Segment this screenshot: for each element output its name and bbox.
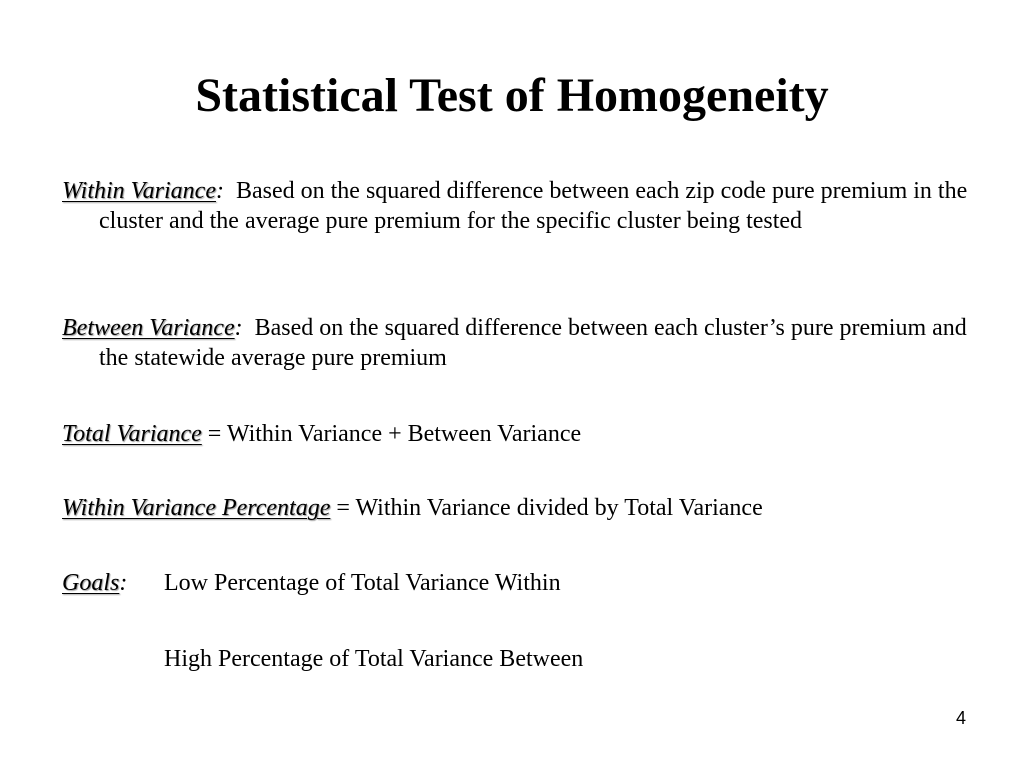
definition-within-variance bbox=[62, 176, 999, 236]
separator: = bbox=[330, 495, 356, 521]
definition-within-variance-percentage bbox=[62, 493, 999, 523]
separator: : bbox=[215, 178, 236, 204]
definition-text: Based on the squared difference between each zip code pure premium in the cluster and the average pure premium for the specific cluster being tested bbox=[99, 178, 968, 234]
goals-heading bbox=[62, 568, 127, 598]
definition-between-variance bbox=[62, 313, 999, 373]
definition-text: Based on the squared difference between each cluster’s pure premium and the statewide average pure premium bbox=[99, 315, 967, 371]
separator: : bbox=[234, 315, 255, 341]
definition-text: Within Variance + Between Variance bbox=[226, 421, 582, 447]
term-within-variance: Within Variance bbox=[62, 178, 216, 204]
definition-text: Within Variance divided by Total Variance bbox=[355, 495, 763, 521]
goal-item-high: High Percentage of Total Variance Between bbox=[164, 646, 584, 672]
separator: : bbox=[119, 570, 128, 596]
goal-item-low: Low Percentage of Total Variance Within bbox=[164, 570, 561, 596]
separator: = bbox=[201, 421, 227, 447]
term-between-variance: Between Variance bbox=[62, 315, 235, 341]
page-number: 4 bbox=[955, 708, 966, 728]
term-within-variance-percentage: Within Variance Percentage bbox=[62, 495, 331, 521]
term-total-variance: Total Variance bbox=[62, 421, 202, 447]
term-goals: Goals bbox=[62, 570, 120, 596]
definition-total-variance bbox=[62, 419, 999, 449]
slide-title: Statistical Test of Homogeneity bbox=[195, 69, 829, 122]
